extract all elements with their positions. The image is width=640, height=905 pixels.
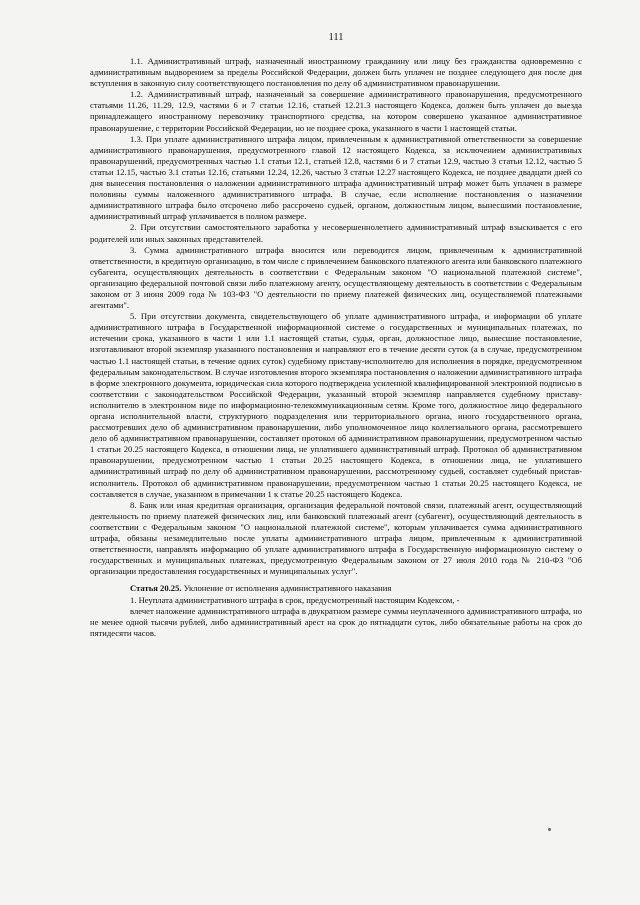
paragraph-1-1: 1.1. Административный штраф, назначенный иностранному гражданину или лицу без гражданства одновременно с административным выдворением за пределы Российской Федерации, должен быть уплачен не позднее следующего дня после дня вступления в законную силу соответствующего постановления по делу об административном правонарушении. [90, 56, 582, 89]
paragraph-1-3: 1.3. При уплате административного штрафа лицом, привлеченным к административной ответственности за совершение административного правонарушения, предусмотренного главой 12 настоящего Кодекса, за исключением административных правонарушений, предусмотренных частью 1.1 статьи 12.1, статьей 12.8, частями 6 и 7 статьи 12.9, частью 3 статьи 12.12, частью 5 статьи 12.15, частью 3.1 статьи 12.16, статьями 12.24, 12.26, частью 3 статьи 12.27 настоящего Кодекса, не позднее двадцати дней со дня вынесения постановления о наложении административного штрафа административный штраф может быть уплачен в размере половины суммы наложенного административного штрафа. В случае, если исполнение постановления о назначении административного штрафа было отсрочено либо рассрочено судьей, органом, должностным лицом, вынесшими постановление, административный штраф уплачивается в полном размере. [90, 133, 582, 222]
paragraph-5: 5. При отсутствии документа, свидетельствующего об уплате административного штрафа, и информации об уплате административного штрафа в Государственной информационной системе о государственных и муниципальных платежах, по истечении срока, указанного в части 1 или 1.1 настоящей статьи, судья, орган, должностное лицо, вынесшие постановление, изготавливают второй экземпляр указанного постановления и направляют его в течение десяти суток (а в случае, предусмотренном частью 1.1 настоящей статьи, в течение одних суток) судебному приставу-исполнителю для исполнения в порядке, предусмотренном федеральным законодательством. В случае изготовления второго экземпляра постановления о наложении административного штрафа в форме электронного документа, юридическая сила которого подтверждена усиленной квалифицированной электронной подписью в соответствии с законодательством Российской Федерации, указанный второй экземпляр направляется судебному приставу-исполнителю в электронном виде по информационно-телекоммуникационным сетям. Кроме того, должностное лицо федерального органа исполнительной власти, структурного подразделения или территориального органа, иного государственного органа, рассмотревших дело об административном правонарушении, либо уполномоченное лицо коллегиального органа, рассмотревшего дело об административном правонарушении, составляет протокол об административном правонарушении, предусмотренном частью 1 статьи 20.25 настоящего Кодекса, в отношении лица, не уплатившего административный штраф. Протокол об административном правонарушении, предусмотренном частью 1 статьи 20.25 настоящего Кодекса, в отношении лица, не уплатившего административный штраф по делу об административном правонарушении, рассмотренному судьей, составляет судебный пристав-исполнитель. Протокол об административном правонарушении, предусмотренном частью 1 статьи 20.25 настоящего Кодекса, не составляется в случае, указанном в примечании 1 к статье 20.25 настоящего Кодекса. [90, 311, 582, 499]
scan-dot [548, 828, 551, 831]
paragraph-1-2: 1.2. Административный штраф, назначенный за совершение административного правонарушения, предусмотренного статьями 11.26, 11.29, 12.9, частями 6 и 7 статьи 12.16, статьей 12.21.3 настоящего Кодекса, должен быть уплачен до выезда принадлежащего иностранному перевозчику транспортного средства, на котором совершено указанное административное правонарушение, с территории Российской Федерации, но не позднее срока, указанного в части 1 настоящей статьи. [90, 89, 582, 133]
article-part-1-sanction: влечет наложение административного штрафа в двукратном размере суммы неуплаченного административного штрафа, но не менее одной тысячи рублей, либо административный арест на срок до пятнадцати суток, либо обязательные работы на срок до пятидесяти часов. [90, 605, 582, 638]
article-title: Уклонение от исполнения административного наказания [181, 583, 392, 594]
article-heading [90, 583, 582, 594]
page-number: 111 [328, 32, 344, 43]
paragraph-3: 3. Сумма административного штрафа вносится или переводится лицом, привлеченным к административной ответственности, в кредитную организацию, в том числе с привлечением банковского платежного агента или банковского платежного субагента, осуществляющих деятельность в соответствии с Федеральным законом "О национальной платежной системе", организацию федеральной почтовой связи либо платежному агенту, осуществляющему деятельность в соответствии с Федеральным законом от 3 июня 2009 года № 103-ФЗ "О деятельности по приему платежей физических лиц, осуществляемой платежными агентами". [90, 244, 582, 311]
article-part-1: 1. Неуплата административного штрафа в срок, предусмотренный настоящим Кодексом, - [130, 594, 460, 605]
paragraph-8: 8. Банк или иная кредитная организация, организация федеральной почтовой связи, платежный агент, осуществляющий деятельность по приему платежей физических лиц, или банковский платежный агент (субагент), осуществляющий деятельность в соответствии с Федеральным законом "О национальной платежной системе", которым уплачивается сумма административного штрафа, обязаны незамедлительно после уплаты административного штрафа лицом, привлеченным к административной ответственности, направлять информацию об уплате административного штрафа в Государственную информационную систему о государственных и муниципальных платежах, предусмотренную Федеральным законом от 27 июля 2010 года № 210-ФЗ "Об организации предоставления государственных и муниципальных услуг". [90, 499, 582, 577]
article-number: Статья 20.25. [130, 583, 182, 594]
paragraph-2: 2. При отсутствии самостоятельного заработка у несовершеннолетнего административный штраф взыскивается с его родителей или иных законных представителей. [90, 222, 582, 244]
